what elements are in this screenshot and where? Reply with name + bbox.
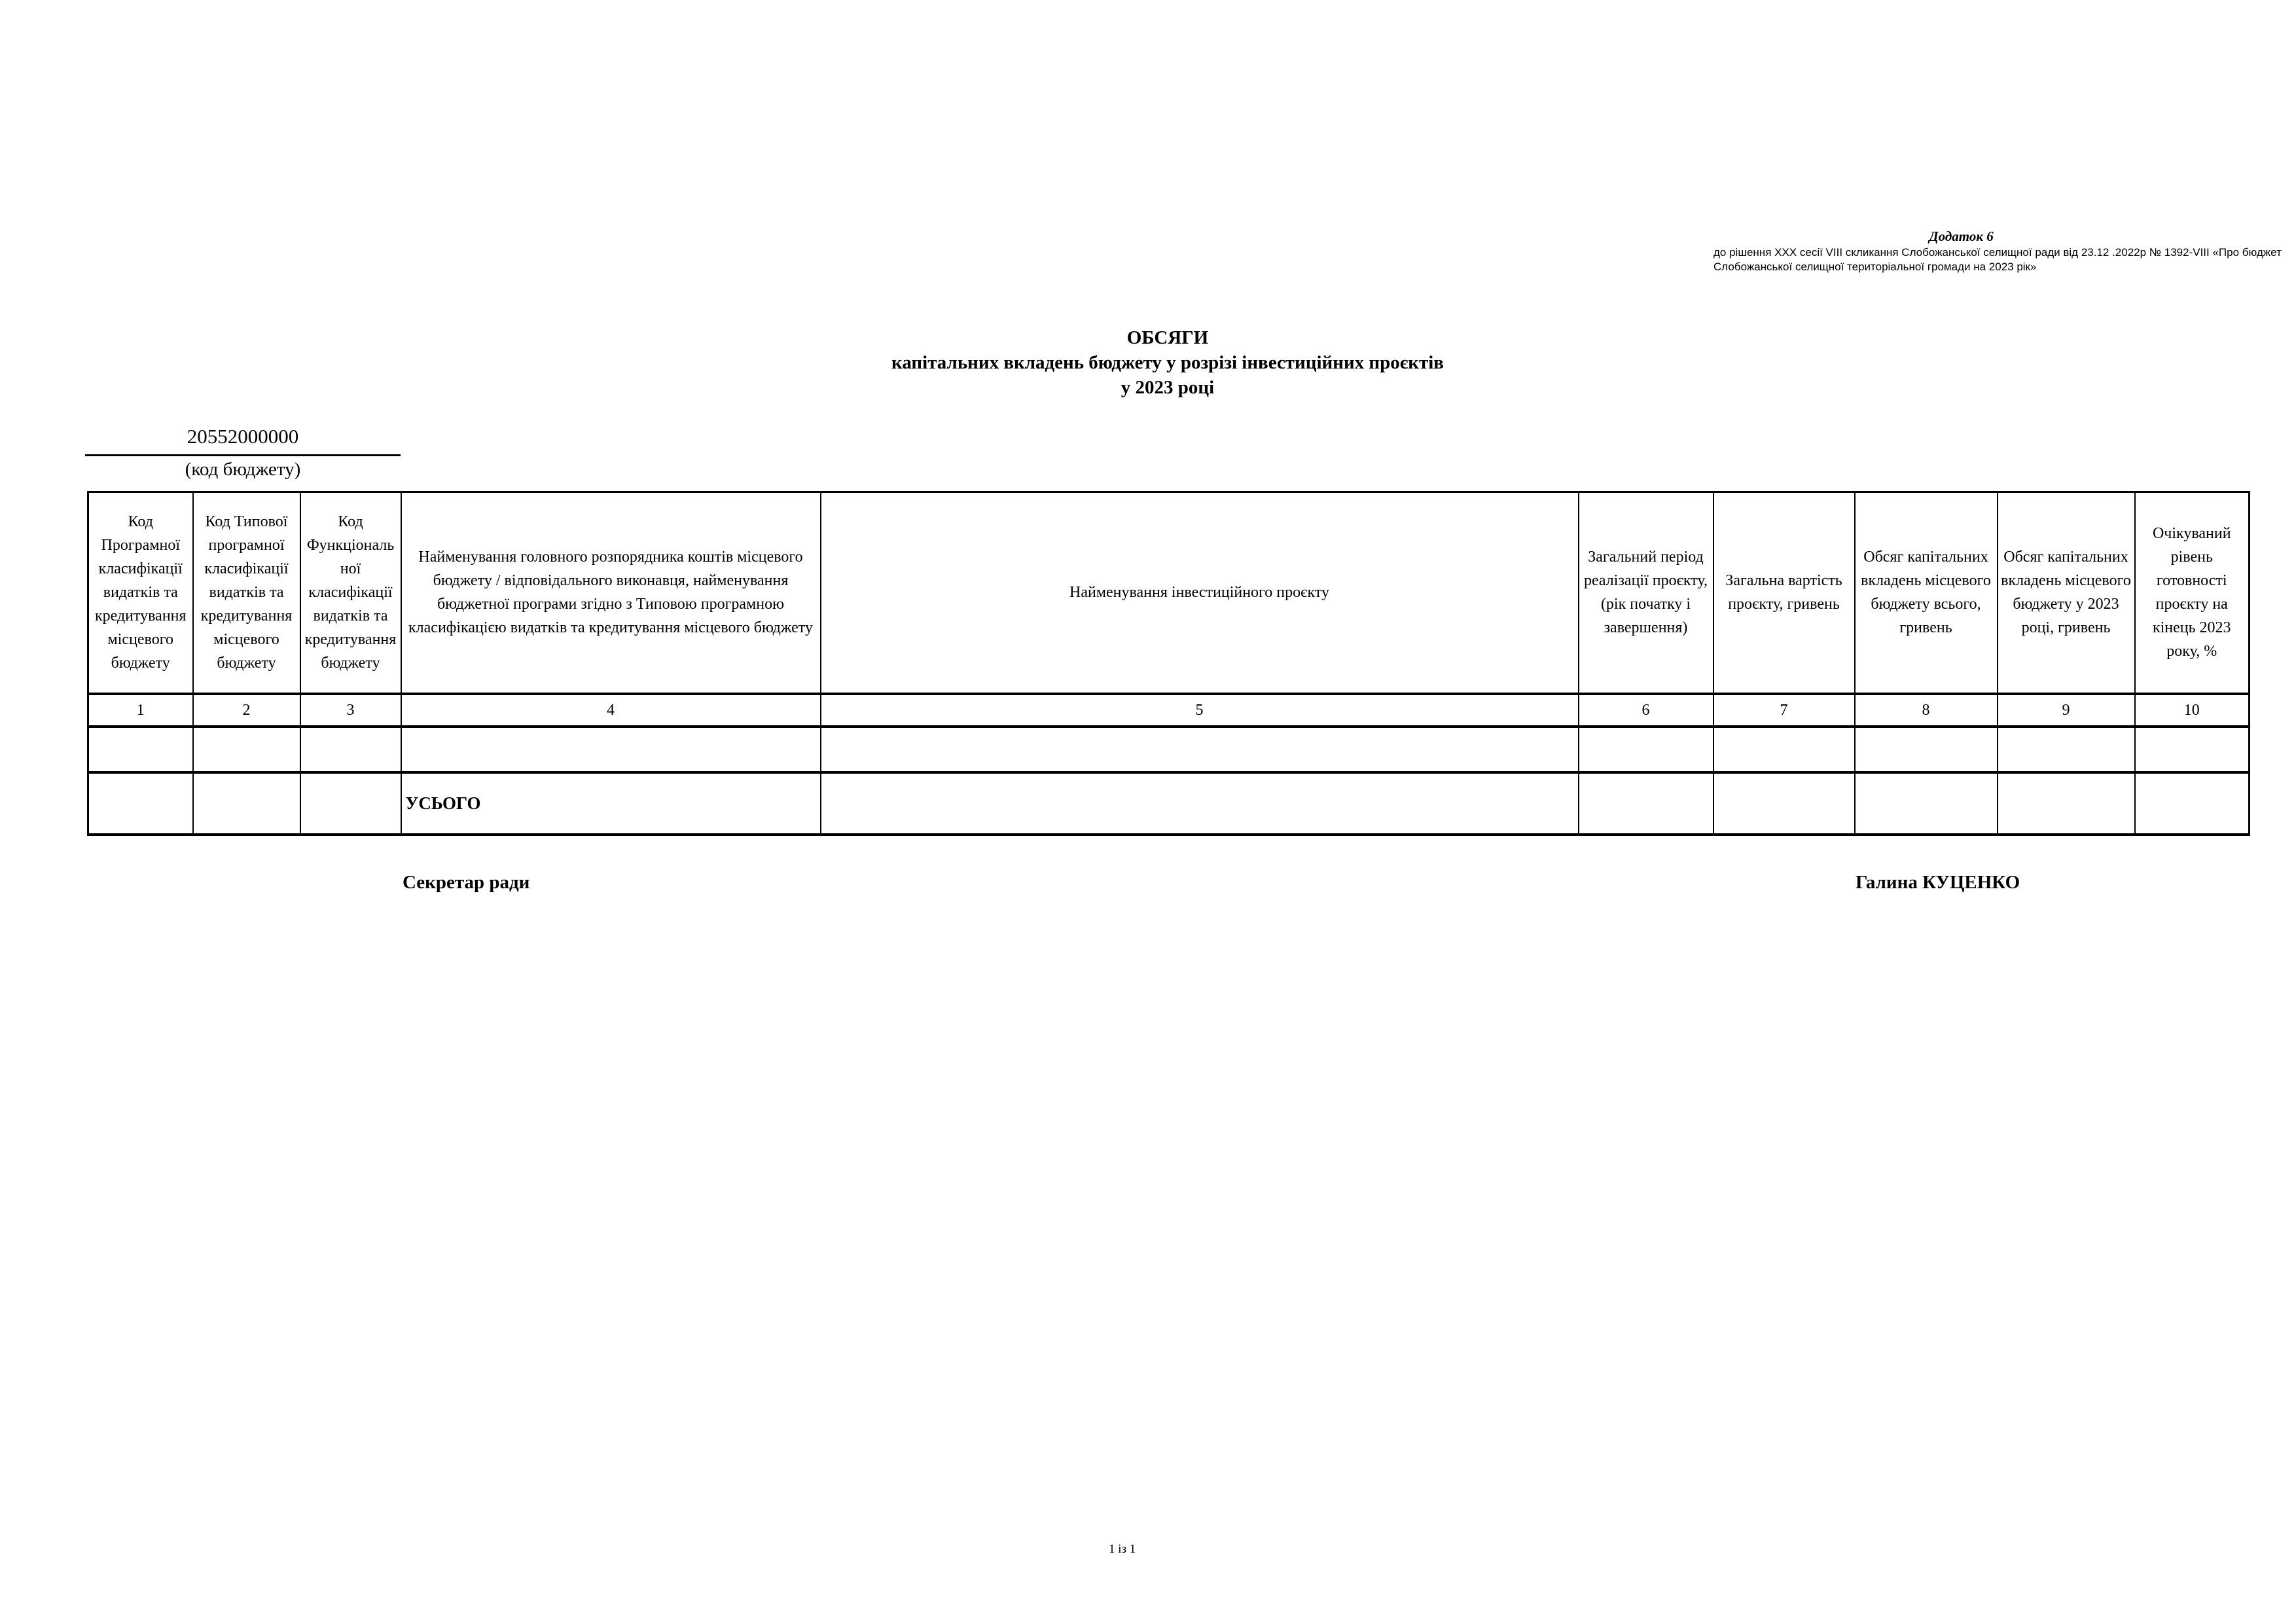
column-numbers-row xyxy=(88,694,2250,727)
empty-cell xyxy=(1579,727,1713,772)
header-cell-expected-readiness: Очікуваний рівень готовності проєкту на кінець 2023 року, % xyxy=(2135,492,2250,694)
header-cell-main-spender-name: Найменування головного розпорядника коштів місцевого бюджету / відповідального виконавця, найменування бюджетної програми згідно з Типовою програмною класифікацією видатків та кредитування місцевого бюджету xyxy=(401,492,821,694)
empty-cell xyxy=(821,772,1579,835)
empty-cell xyxy=(300,727,401,772)
header-cell-typical-program-class-code: Код Типової програмної класифікації видатків та кредитування місцевого бюджету xyxy=(193,492,300,694)
total-label-cell: УСЬОГО xyxy=(401,772,821,835)
header-cell-functional-class-code: Код Функціональної класифікації видатків та кредитування бюджету xyxy=(300,492,401,694)
column-number-cell: 8 xyxy=(1855,694,1998,727)
title-line-1: ОБСЯГИ xyxy=(1126,327,1209,348)
header-cell-realization-period: Загальний період реалізації проєкту, (рік початку і завершення) xyxy=(1579,492,1713,694)
empty-cell xyxy=(1713,727,1855,772)
empty-cell xyxy=(821,727,1579,772)
table-header-row xyxy=(88,492,2250,694)
column-number-cell: 6 xyxy=(1579,694,1713,727)
column-number-cell: 5 xyxy=(821,694,1579,727)
empty-cell xyxy=(401,727,821,772)
empty-cell xyxy=(193,727,300,772)
column-number-cell: 3 xyxy=(300,694,401,727)
empty-cell xyxy=(88,772,193,835)
budget-code-block xyxy=(85,424,401,480)
empty-data-row xyxy=(88,727,2250,772)
investment-projects-table xyxy=(87,491,2250,836)
header-cell-capital-investment-total: Обсяг капітальних вкладень місцевого бюджету всього, гривень xyxy=(1855,492,1998,694)
appendix-note xyxy=(1713,228,2282,274)
budget-code-value: 20552000000 xyxy=(85,424,401,456)
column-number-cell: 10 xyxy=(2135,694,2250,727)
total-row xyxy=(88,772,2250,835)
empty-cell xyxy=(1579,772,1713,835)
column-number-cell: 2 xyxy=(193,694,300,727)
empty-cell xyxy=(1855,727,1998,772)
column-number-cell: 1 xyxy=(88,694,193,727)
signature-role: Секретар ради xyxy=(403,872,530,893)
budget-code-caption: (код бюджету) xyxy=(185,459,301,480)
column-number-cell: 7 xyxy=(1713,694,1855,727)
appendix-text-line-2: Слобожанської селищної територіальної громади на 2023 рік» xyxy=(1713,260,2037,273)
empty-cell xyxy=(1998,727,2135,772)
header-cell-capital-investment-2023: Обсяг капітальних вкладень місцевого бюджету у 2023 році, гривень xyxy=(1998,492,2135,694)
empty-cell xyxy=(1855,772,1998,835)
column-number-cell: 9 xyxy=(1998,694,2135,727)
title-line-3: у 2023 році xyxy=(1121,377,1215,398)
column-number-cell: 4 xyxy=(401,694,821,727)
empty-cell xyxy=(1713,772,1855,835)
header-cell-total-project-cost: Загальна вартість проєкту, гривень xyxy=(1713,492,1855,694)
title-line-2: капітальних вкладень бюджету у розрізі інвестиційних проєктів xyxy=(891,352,1444,373)
empty-cell xyxy=(300,772,401,835)
header-cell-program-class-code: Код Програмної класифікації видатків та кредитування місцевого бюджету xyxy=(88,492,193,694)
document-title xyxy=(87,325,2248,400)
empty-cell xyxy=(88,727,193,772)
page-number-indicator: 1 із 1 xyxy=(1109,1542,1136,1556)
empty-cell xyxy=(1998,772,2135,835)
appendix-label: Додаток 6 xyxy=(1929,228,1994,244)
empty-cell xyxy=(193,772,300,835)
signature-name: Галина КУЦЕНКО xyxy=(1856,872,2020,893)
appendix-text-line-1: до рішення XXX сесії VIII скликання Слобожанської селищної ради від 23.12 .2022р № 1392-VIII «Про бюджет xyxy=(1713,246,2282,259)
header-cell-investment-project-name: Найменування інвестиційного проєкту xyxy=(821,492,1579,694)
empty-cell xyxy=(2135,772,2250,835)
empty-cell xyxy=(2135,727,2250,772)
